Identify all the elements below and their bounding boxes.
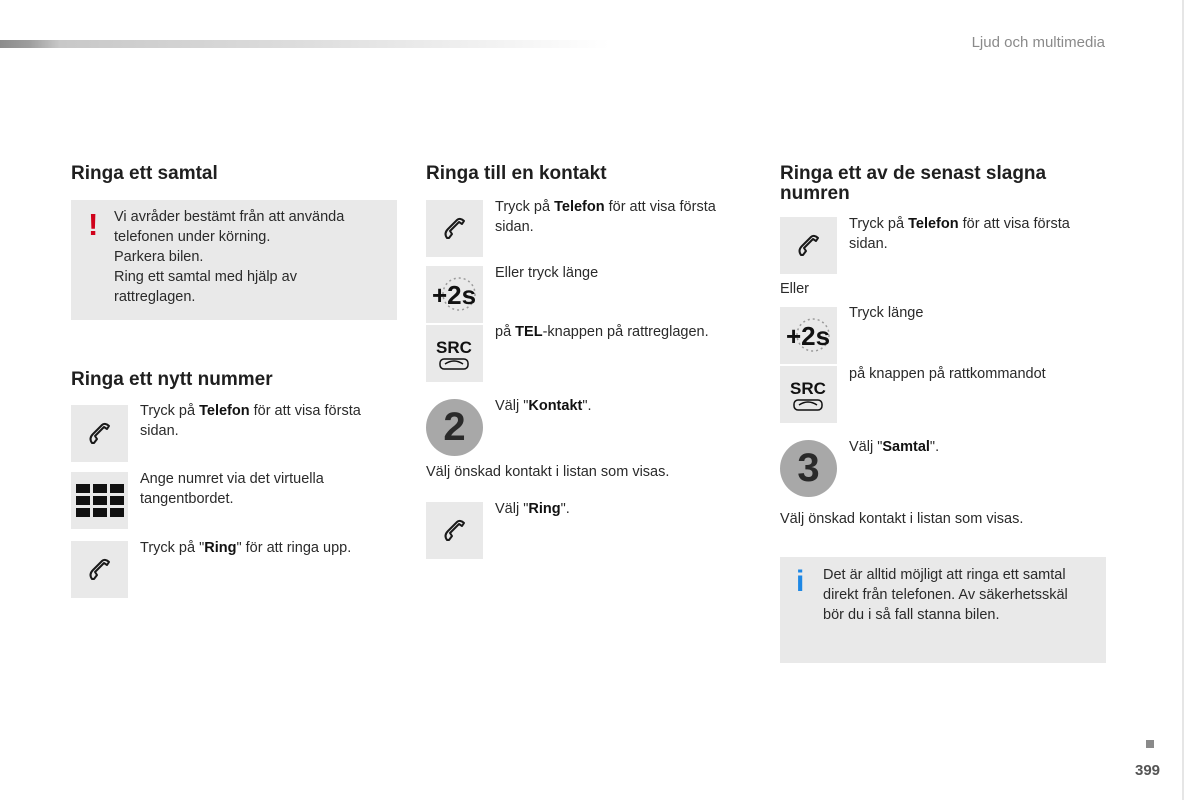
step-text: Ange numret via det virtuella tangentbordet. [140,471,324,507]
phone-handset-icon [71,541,128,598]
header-gradient-bar [0,40,610,48]
exclamation-icon: ! [88,207,99,242]
keypad-icon [71,472,128,529]
step-text: Välj "Kontakt". [495,398,592,414]
or-text: Eller [780,281,810,297]
heading-ringa-ett-samtal: Ringa ett samtal [71,163,218,184]
step-text: Välj "Samtal". [849,439,940,455]
svg-text:+2s: +2s [785,321,831,351]
page-edge-line [1182,0,1184,800]
step-text: Tryck på "Ring" för att ringa upp. [140,540,352,556]
svg-text:SRC: SRC [790,379,826,398]
info-box [780,557,1106,663]
long-press-2s-icon [780,307,837,364]
phone-handset-icon [426,502,483,559]
info-text: Det är alltid möjligt att ringa ett samtal direkt från telefonen. Av säkerhetsskäl bör du i så fall stanna bilen. [823,567,1068,623]
warning-text: Vi avråder bestämt från att använda telefonen under körning. Parkera bilen. Ring ett samtal med hjälp av rattreglagen. [114,209,345,305]
instruction-text: Välj önskad kontakt i listan som visas. [426,464,670,480]
step-text: Tryck på Telefon för att visa första sidan. [849,216,1070,252]
phone-handset-icon [780,217,837,274]
src-tel-button-icon [780,366,837,423]
page-marker [1146,740,1154,748]
page-number: 399 [1135,762,1161,779]
svg-text:+2s: +2s [431,280,477,310]
step-text: på knappen på rattkommandot [849,366,1046,382]
src-tel-button-icon [426,325,483,382]
phone-handset-icon [426,200,483,257]
step-number-2: 2 [426,399,483,456]
step-text: Eller tryck länge [495,265,599,281]
step-text: Välj "Ring". [495,501,570,517]
step-number-3: 3 [780,440,837,497]
long-press-2s-icon [426,266,483,323]
heading-ringa-senast-slagna: Ringa ett av de senast slagna numren [780,163,1047,204]
step-text: på TEL-knappen på rattreglagen. [495,324,709,340]
phone-handset-icon [71,405,128,462]
heading-ringa-ett-nytt-nummer: Ringa ett nytt nummer [71,369,273,390]
step-text: Tryck länge [849,305,924,321]
info-icon: i [796,565,805,598]
step-text: Tryck på Telefon för att visa första sidan. [495,199,716,235]
heading-ringa-till-en-kontakt: Ringa till en kontakt [426,163,607,184]
warning-box [71,200,397,320]
svg-text:SRC: SRC [436,338,472,357]
step-text: Tryck på Telefon för att visa första sidan. [140,403,361,439]
section-title: Ljud och multimedia [971,34,1105,51]
instruction-text: Välj önskad kontakt i listan som visas. [780,511,1024,527]
